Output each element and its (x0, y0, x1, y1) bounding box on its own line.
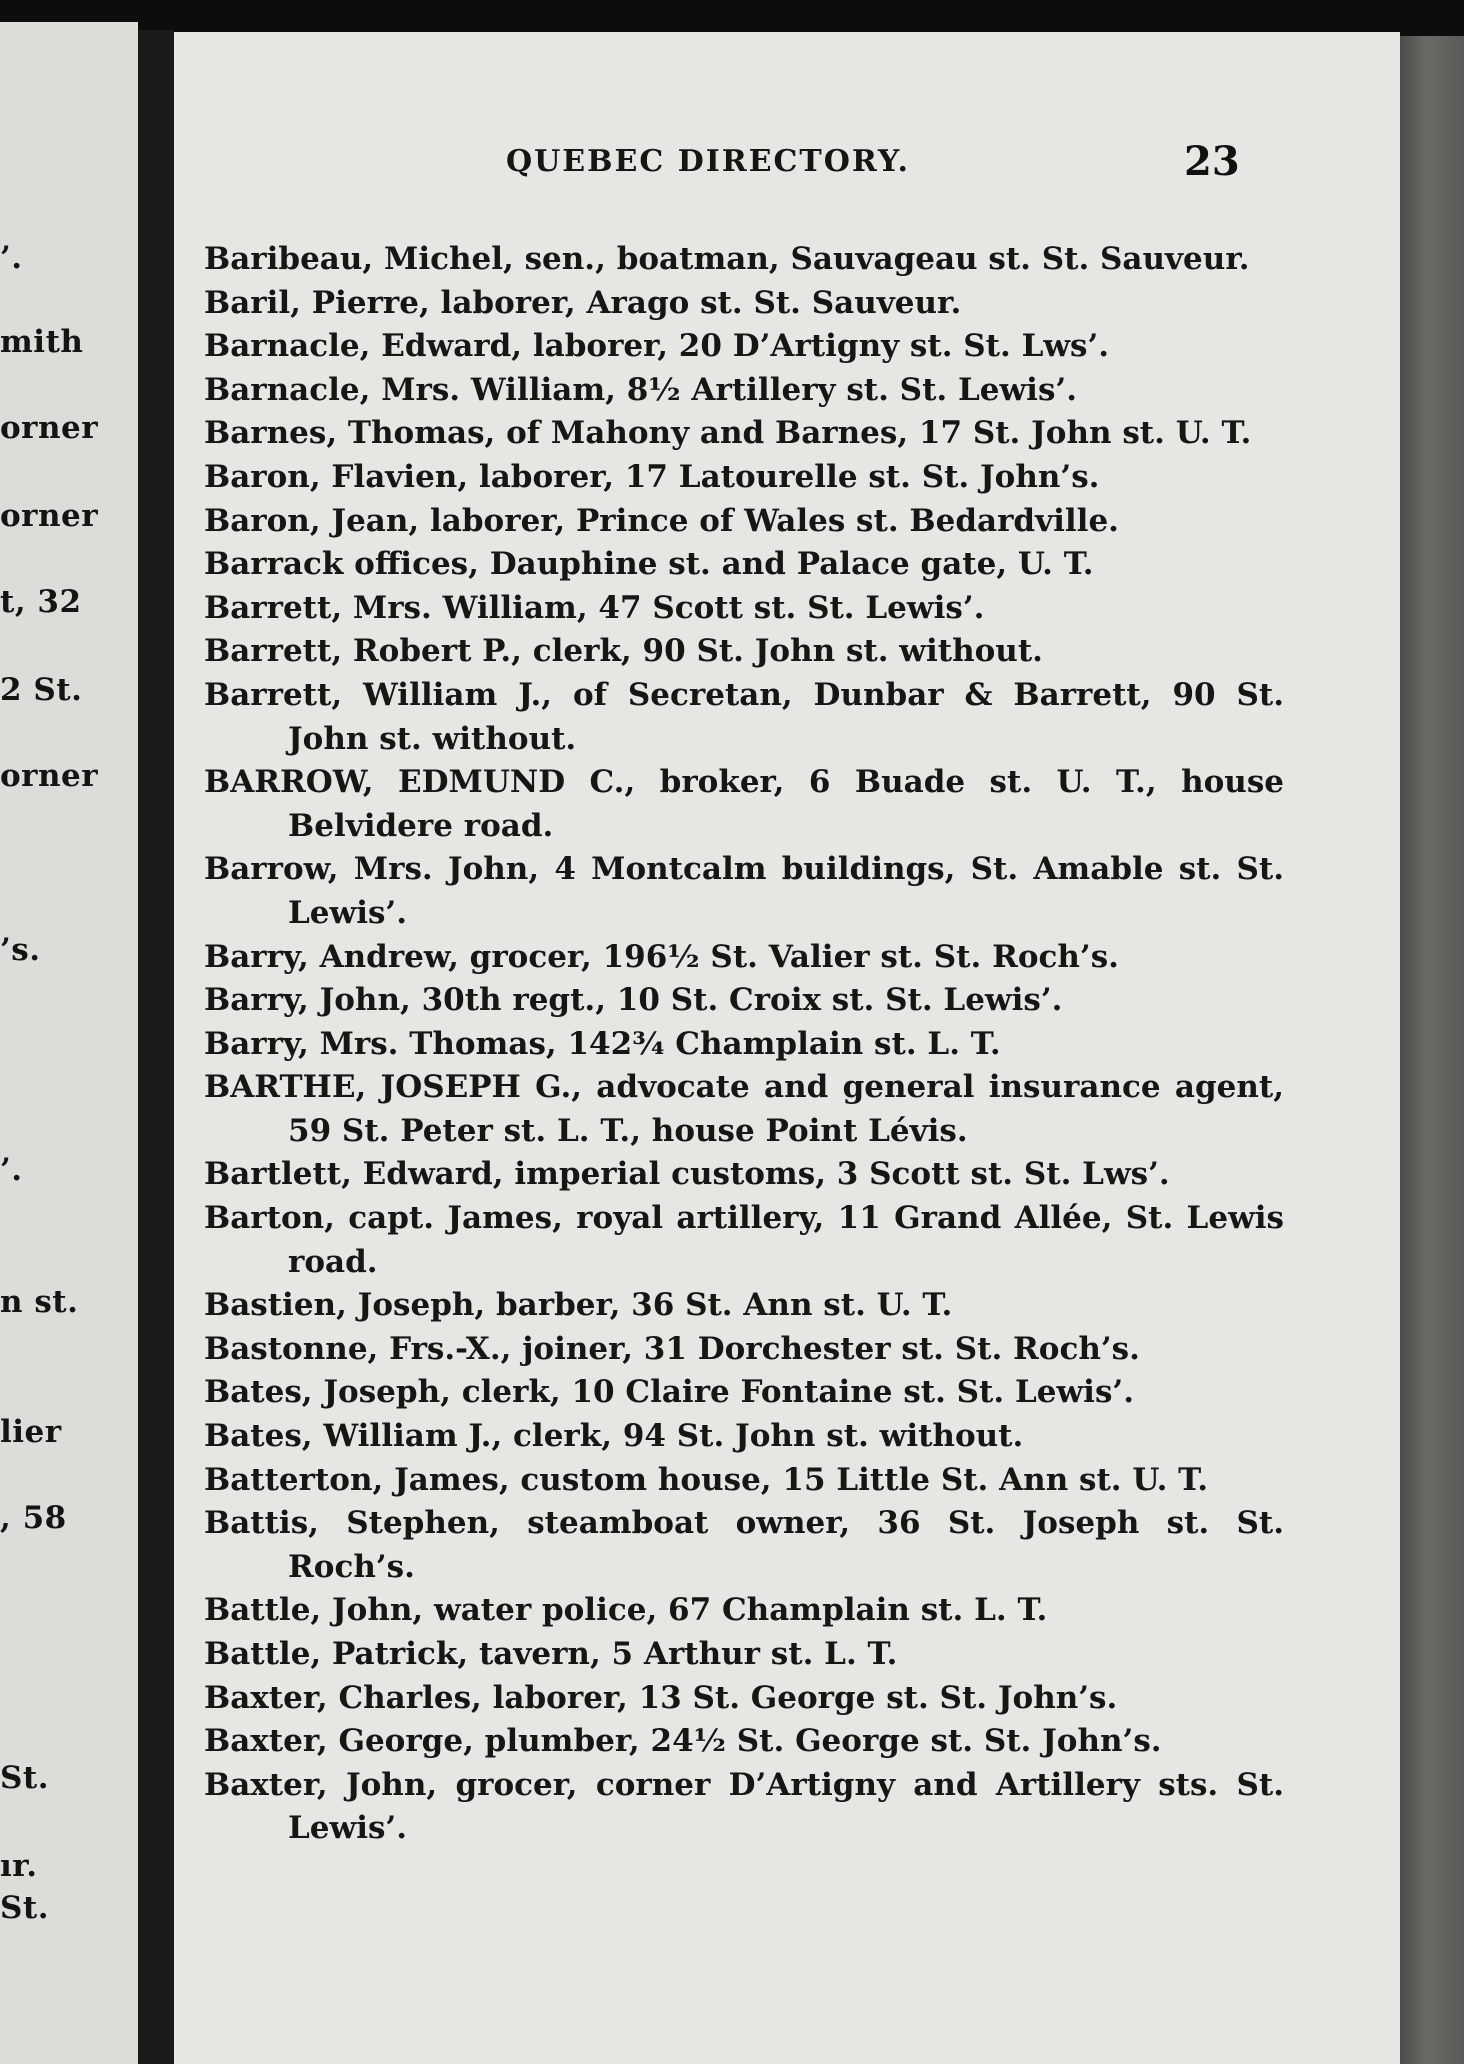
left-page-fragment: t, 32 (0, 584, 82, 620)
directory-entry: Bastien, Joseph, barber, 36 St. Ann st. U. T. (204, 1287, 953, 1324)
left-page-fragment: n st. (0, 1284, 79, 1320)
directory-entry: Barry, Mrs. Thomas, 142¾ Champlain st. L. T. (204, 1025, 1001, 1062)
directory-entry: Baron, Jean, laborer, Prince of Wales st. Bedardville. (204, 502, 1119, 539)
directory-entry: Barry, Andrew, grocer, 196½ St. Valier st. St. Roch’s. (204, 938, 1119, 975)
directory-entry: Barrett, Robert P., clerk, 90 St. John st. without. (204, 633, 1043, 670)
directory-entry: Bates, William J., clerk, 94 St. John st. without. (204, 1418, 1024, 1455)
directory-entry: Battis, Stephen, steamboat owner, 36 St. Joseph st. St. Roch’s. (204, 1505, 1284, 1585)
page-header (174, 138, 1400, 188)
left-page-fragment: St. (0, 1760, 49, 1796)
directory-entry: Barrett, Mrs. William, 47 Scott st. St. Lewis’. (204, 589, 985, 626)
left-page-edge (0, 22, 138, 2064)
directory-entry: Baribeau, Michel, sen., boatman, Sauvageau st. St. Sauveur. (204, 241, 1250, 277)
running-title: QUEBEC DIRECTORY. (506, 144, 910, 179)
left-page-fragment: mith (0, 324, 84, 360)
directory-entry: Bates, Joseph, clerk, 10 Claire Fontaine st. St. Lewis’. (204, 1374, 1134, 1411)
directory-entry: BARTHE, JOSEPH G., advocate and general insurance agent, 59 St. Peter st. L. T., house Point Lévis. (204, 1069, 1284, 1149)
left-page-fragment: ’. (0, 1152, 23, 1188)
directory-entry: Bartlett, Edward, imperial customs, 3 Scott st. St. Lws’. (204, 1156, 1170, 1193)
directory-entry: Batterton, James, custom house, 15 Little St. Ann st. U. T. (204, 1461, 1209, 1498)
directory-entry: Baril, Pierre, laborer, Arago st. St. Sauveur. (204, 284, 962, 321)
directory-entry: BARROW, EDMUND C., broker, 6 Buade st. U. T., house Belvidere road. (204, 764, 1284, 844)
directory-entry: Barrow, Mrs. John, 4 Montcalm buildings, St. Amable st. St. Lewis’. (204, 851, 1284, 931)
directory-entries (204, 238, 1284, 1851)
directory-entry: Baxter, John, grocer, corner D’Artigny and Artillery sts. St. Lewis’. (204, 1766, 1284, 1847)
directory-entry: Bastonne, Frs.-X., joiner, 31 Dorchester st. St. Roch’s. (204, 1330, 1140, 1367)
book-gutter (138, 30, 174, 2064)
left-page-fragment: orner (0, 410, 99, 446)
directory-entry: Baxter, George, plumber, 24½ St. George st. St. John’s. (204, 1723, 1162, 1760)
page-stack-edge (1400, 36, 1464, 2064)
left-page-fragment: St. (0, 1890, 49, 1926)
directory-entry: Baron, Flavien, laborer, 17 Latourelle st. St. John’s. (204, 458, 1100, 495)
left-page-fragment: 2 St. (0, 672, 83, 708)
directory-page (174, 32, 1400, 2064)
directory-entry: Battle, Patrick, tavern, 5 Arthur st. L. T. (204, 1636, 898, 1672)
left-page-fragment: , 58 (0, 1500, 67, 1536)
left-page-fragment: ’. (0, 240, 23, 276)
left-page-fragment: ’s. (0, 932, 41, 968)
scan-top-border (0, 0, 1464, 26)
page-number: 23 (1184, 138, 1240, 185)
directory-entry: Barnacle, Edward, laborer, 20 D’Artigny st. St. Lws’. (204, 328, 1110, 365)
directory-entry: Battle, John, water police, 67 Champlain st. L. T. (204, 1592, 1048, 1629)
left-page-fragment: lier (0, 1414, 62, 1450)
directory-entry: Barrack offices, Dauphine st. and Palace gate, U. T. (204, 546, 1094, 583)
left-page-fragment: ır. (0, 1848, 38, 1884)
directory-entry: Barton, capt. James, royal artillery, 11 Grand Allée, St. Lewis road. (204, 1200, 1284, 1280)
directory-entry: Barry, John, 30th regt., 10 St. Croix st. St. Lewis’. (204, 982, 1063, 1019)
directory-entry: Barnacle, Mrs. William, 8½ Artillery st. St. Lewis’. (204, 371, 1077, 408)
directory-entry: Barrett, William J., of Secretan, Dunbar & Barrett, 90 St. John st. without. (204, 676, 1284, 757)
directory-entry: Baxter, Charles, laborer, 13 St. George st. St. John’s. (204, 1679, 1118, 1716)
directory-entry: Barnes, Thomas, of Mahony and Barnes, 17 St. John st. U. T. (204, 415, 1252, 452)
left-page-fragment: orner (0, 758, 99, 794)
left-page-fragment: orner (0, 498, 99, 534)
